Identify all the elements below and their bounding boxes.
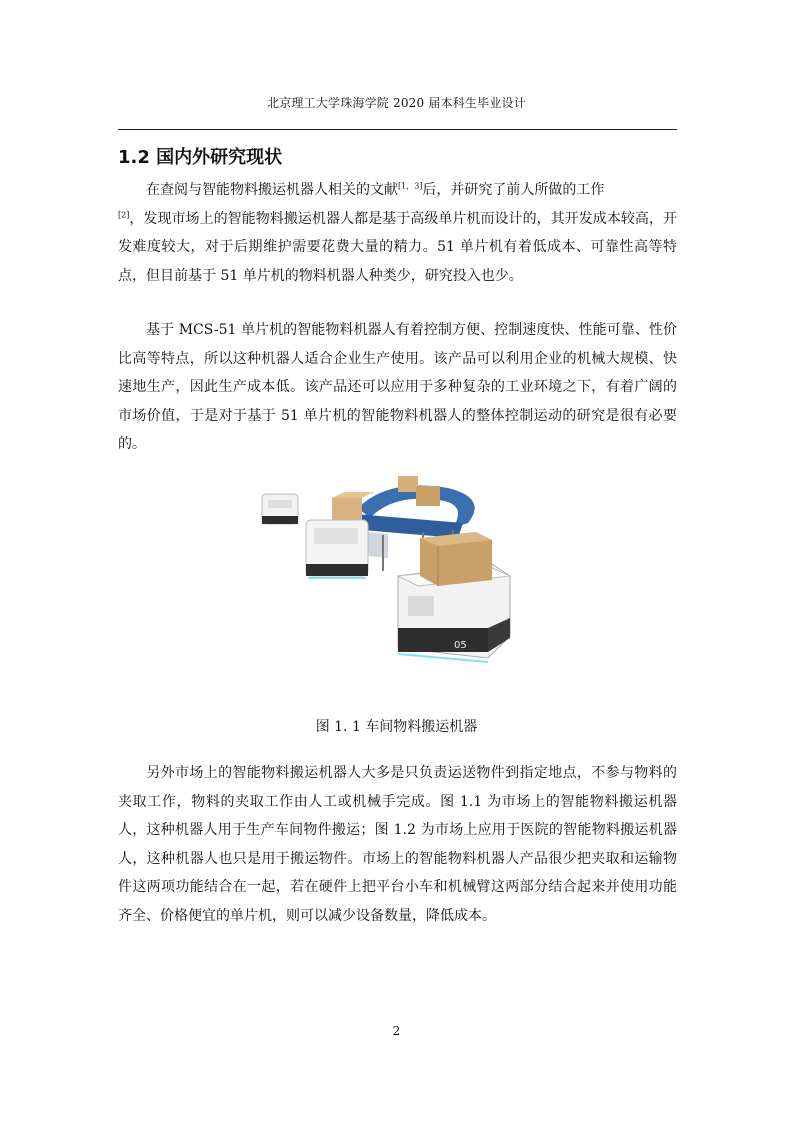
paragraph-2-text: 基于 MCS-51 单片机的智能物料机器人有着控制方便、控制速度快、性能可靠、性价比高等特点，所以这种机器人适合企业生产使用。该产品可以利用企业的机械大规模、快速地生产，因此生产成本低。该产品还可以应用于多种复杂的工业环境之下，有着广阔的市场价值，于是对于基于 51 单片机的智能物料机器人的整体控制运动的研究是很有必要的。 <box>118 322 677 452</box>
paragraph-3 <box>118 759 677 930</box>
paragraph-1-text-a: 在查阅与智能物料搬运机器人相关的文献 <box>146 182 398 198</box>
box-on-robot <box>420 532 492 586</box>
citation-1-3: [1，3] <box>398 181 423 191</box>
page-number: 2 <box>392 1024 401 1038</box>
paragraph-1 <box>118 176 677 290</box>
paragraph-3-text: 另外市场上的智能物料搬运机器人大多是只负责运送物件到指定地点，不参与物料的夹取工作，物料的夹取工作由人工或机械手完成。图 1.1 为市场上的智能物料搬运机器人，这种机器人用于生产车间物件搬运；图 1.2 为市场上应用于医院的智能物料搬运机器人，这种机器人也只是用于搬运物件。市场上的智能物料机器人产品很少把夹取和运输物件这两项功能结合在一起，若在硬件上把平台小车和机械臂这两部分结合起来并使用功能齐全、价格便宜的单片机，则可以减少设备数量，降低成本。 <box>118 765 677 924</box>
paragraph-1-text-b: 后，并研究了前人所做的工作 <box>422 182 605 198</box>
robot-far-left <box>262 494 298 524</box>
citation-2: [2] <box>118 209 130 219</box>
paragraph-1-text-c: ，发现市场上的智能物料搬运机器人都是基于高级单片机而设计的，其开发成本较高，开发难度较大，对于后期维护需要花费大量的精力。51 单片机有着低成本、可靠性高等特点，但目前基于 51 单片机的物料机器人种类少，研究投入也少。 <box>118 210 677 284</box>
page-header: 北京理工大学珠海学院 2020 届本科生毕业设计 <box>267 96 526 110</box>
figure-caption: 图 1. 1 车间物料搬运机器 <box>315 719 478 735</box>
header-rule <box>118 129 677 130</box>
paragraph-2 <box>118 316 677 459</box>
robot-number-label: 05 <box>454 640 467 651</box>
figure-robots-image <box>248 468 532 708</box>
robot-middle <box>306 520 368 578</box>
section-heading: 1.2 国内外研究现状 <box>118 147 283 168</box>
